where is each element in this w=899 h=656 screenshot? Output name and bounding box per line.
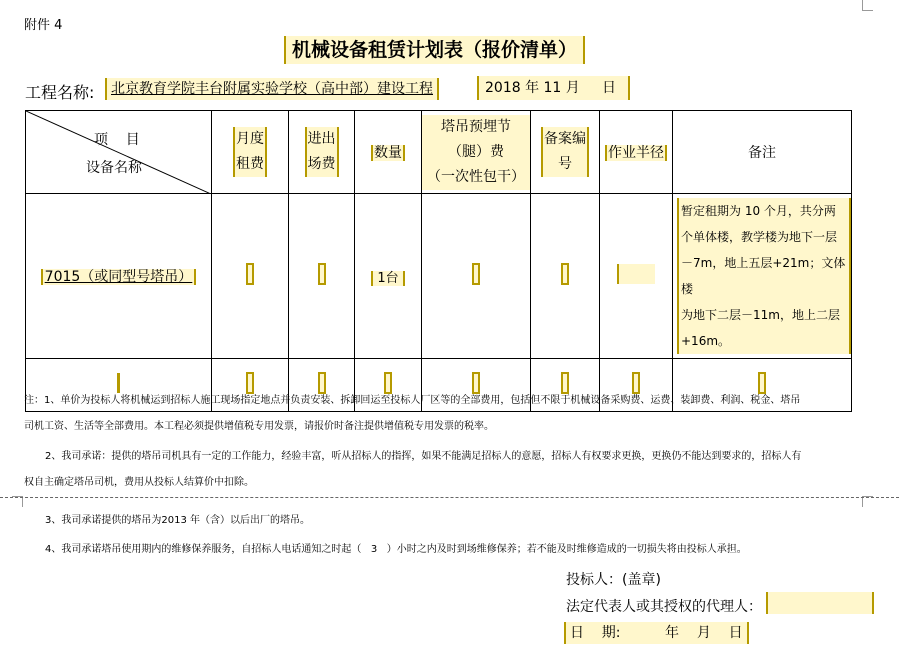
attachment-label: 附件 4 [24,18,63,33]
legal-rep-label: 法定代表人或其授权的代理人： [566,599,762,615]
inout-fee-input[interactable] [289,194,355,359]
header-monthly-rent: 月度 租费 [212,111,289,194]
header-inout-fee: 进出 场费 [289,111,355,194]
header-record-number: 备案编 号 [531,111,600,194]
header-work-radius: 作业半径 [600,111,673,194]
page-break-line [0,497,899,498]
header-equipment-name: 设备名称 [86,160,142,176]
header-item: 项 目 [94,132,140,148]
equipment-name-cell: 7015（或同型号塔吊） [26,194,212,359]
work-radius-input[interactable] [600,194,673,359]
diagonal-header-cell [26,111,212,194]
report-date: 2018 年 11 月 日 [477,76,630,100]
remark-cell: 暂定租期为 10 个月，共分两 个单体楼，教学楼为地下一层 －7m，地上五层+21m；文体楼 为地下二层－11m，地上二层 +16m。 [673,194,852,359]
signing-date: 日 期: 年 月 日 [564,622,749,644]
note-4: 4、我司承诺塔吊使用期内的维修保养服务，自招标人电话通知之时起（ 3 ）小时之内及时到场维修保养；若不能及时维修造成的一切损失将由投标人承担。 [45,544,747,555]
table-header-row [26,111,852,194]
note-1-line-2: 司机工资、生活等全部费用。本工程必须提供增值税专用发票，请报价时备注提供增值税专用发票的税率。 [24,421,494,432]
header-quantity: 数量 [355,111,422,194]
note-1-line-1: 注：1、单价为投标人将机械运到招标人施工现场指定地点并负责安装、拆卸回运至投标人厂区等的全部费用，包括但不限于机械设备采购费、运费、装卸费、利润、税金、塔吊 [24,395,801,406]
table-row [26,194,852,359]
page-corner-mark [862,0,873,11]
equipment-table [25,110,852,412]
monthly-rent-input[interactable] [212,194,289,359]
note-2-line-1: 2、我司承诺：提供的塔吊司机具有一定的工作能力，经验丰富，听从招标人的指挥，如果不能满足招标人的意愿，招标人有权要求更换，更换仍不能达到要求的，招标人有 [45,451,802,462]
legal-rep-input[interactable] [766,592,874,614]
header-remark: 备注 [673,111,852,194]
quantity-cell: 1台 [355,194,422,359]
document-title: 机械设备租赁计划表（报价清单） [284,36,585,64]
note-2-line-2: 权自主确定塔吊司机，费用从投标人结算价中扣除。 [24,477,254,488]
project-label: 工程名称: [25,83,95,102]
tower-embed-fee-input[interactable] [422,194,531,359]
diagonal-line [26,111,211,194]
note-3: 3、我司承诺提供的塔吊为2013 年（含）以后出厂的塔吊。 [45,515,310,526]
record-number-input[interactable] [531,194,600,359]
header-tower-embed-fee: 塔吊预埋节 （腿）费 （一次性包干） [422,111,531,194]
bidder-seal-label: 投标人：(盖章) [566,572,661,588]
project-name: 北京教育学院丰台附属实验学校（高中部）建设工程 [105,78,439,100]
